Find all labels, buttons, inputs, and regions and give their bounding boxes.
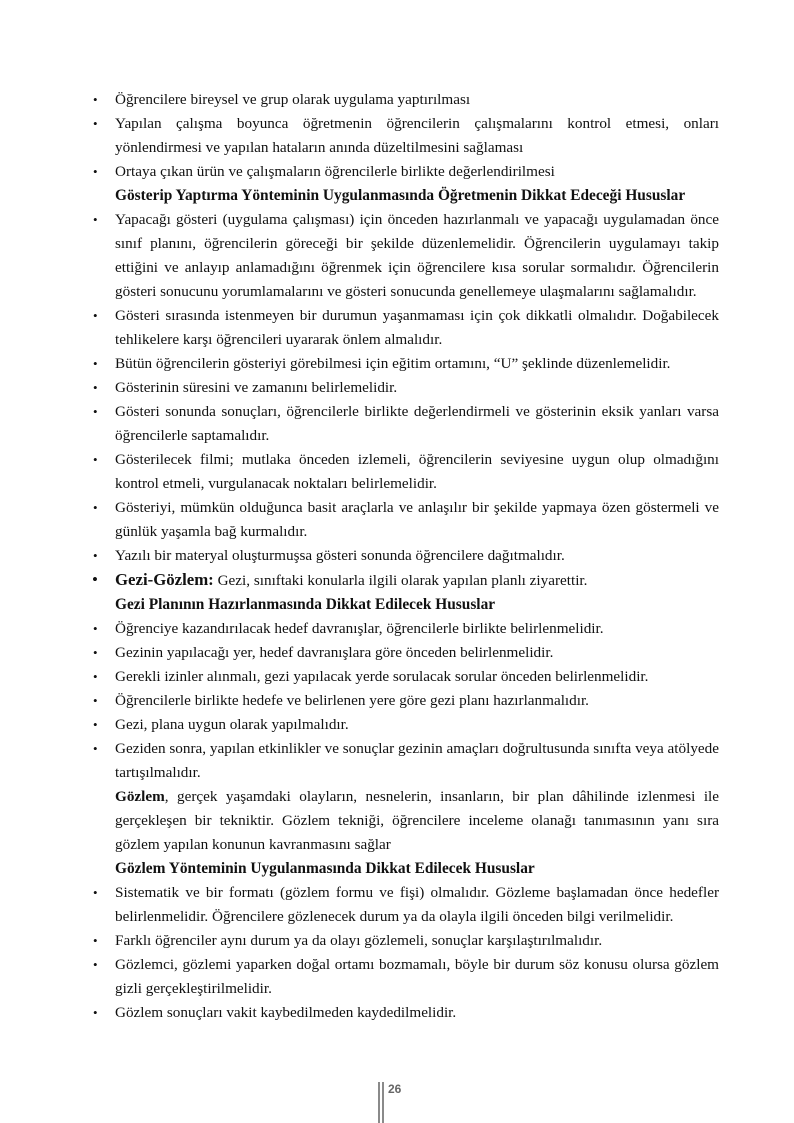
list-item-text: Öğrencilere bireysel ve grup olarak uygulama yaptırılması — [115, 91, 471, 108]
bullet-icon: • — [93, 452, 98, 467]
bullet-icon: • — [93, 621, 98, 636]
list-item-text: Farklı öğrenciler aynı durum ya da olayı gözlemeli, sonuçlar karşılaştırılmalıdır. — [115, 932, 603, 949]
bullet-icon: • — [93, 500, 98, 515]
list-item-text: Gerekli izinler alınmalı, gezi yapılacak yerde sorulacak sorular önceden belirlenmelidir. — [115, 668, 649, 685]
list-item — [90, 641, 719, 665]
list-item — [90, 953, 719, 1001]
list-item-text: Gezi, plana uygun olarak yapılmalıdır. — [115, 716, 349, 733]
bullet-icon: • — [93, 116, 98, 131]
bullet-icon: • — [93, 212, 98, 227]
list-item — [90, 352, 719, 376]
bullet-icon: • — [93, 404, 98, 419]
section-heading-gosterip-yaptirma: Gösterip Yaptırma Yönteminin Uygulanmasında Öğretmenin Dikkat Edeceği Hususlar — [115, 187, 686, 204]
list-item — [90, 737, 719, 785]
list-item — [90, 160, 719, 184]
list-item-text: Öğrencilerle birlikte hedefe ve belirlenen yere göre gezi planı hazırlanmalıdır. — [115, 692, 589, 709]
definition-text: , gerçek yaşamdaki olayların, nesnelerin, insanların, bir plan dâhilinde izlenmesi ile gerçekleşen bir tekniktir. Gözlem tekniği, öğrencilere inceleme olanağı tanımasının yanı sıra gözlem yapılan konunun kavranmasını sağlar — [115, 788, 719, 853]
list-item — [90, 88, 719, 112]
bullet-icon: • — [93, 957, 98, 972]
list-item-text: Geziden sonra, yapılan etkinlikler ve sonuçlar gezinin amaçları doğrultusunda sınıfta veya atölyede tartışılmalıdır. — [115, 740, 719, 781]
gezi-gozlem-definition — [90, 568, 719, 593]
list-item — [90, 544, 719, 568]
bullet-icon: • — [93, 380, 98, 395]
list-item-text: Ortaya çıkan ürün ve çalışmaların öğrencilerle birlikte değerlendirilmesi — [115, 163, 555, 180]
list-item-text: Gösteriyi, mümkün olduğunca basit araçlarla ve anlaşılır bir şekilde yapmaya özen göstermeli ve günlük yaşamla bağ kurmalıdır. — [115, 499, 719, 540]
bullet-icon: • — [93, 548, 98, 563]
bullet-icon: • — [93, 92, 98, 107]
list-item-text: Gözlem sonuçları vakit kaybedilmeden kaydedilmelidir. — [115, 1004, 457, 1021]
list-item-text: Gezinin yapılacağı yer, hedef davranışlara göre önceden belirlenmelidir. — [115, 644, 554, 661]
list-item — [90, 713, 719, 737]
list-item — [90, 665, 719, 689]
bullet-icon: • — [93, 1005, 98, 1020]
bullet-icon: • — [93, 741, 98, 756]
bullet-icon: • — [93, 308, 98, 323]
page-content — [90, 88, 719, 1025]
double-bar-divider — [378, 1082, 384, 1123]
bullet-icon: • — [93, 164, 98, 179]
list-item — [90, 881, 719, 929]
list-item — [90, 617, 719, 641]
list-item-text: Sistematik ve bir formatı (gözlem formu ve fişi) olmalıdır. Gözleme başlamadan önce hedefler belirlenmelidir. Öğrencilere gözlenecek durum ya da olayla ilgili önceden bilgi verilmelidir. — [115, 884, 719, 925]
bullet-icon: • — [93, 885, 98, 900]
list-item — [90, 304, 719, 352]
list-item — [90, 448, 719, 496]
bullet-icon: • — [93, 933, 98, 948]
list-item-text: Gösterinin süresini ve zamanını belirlemelidir. — [115, 379, 398, 396]
definition-text: Gezi, sınıftaki konularla ilgili olarak yapılan planlı ziyarettir. — [213, 572, 588, 589]
list-item — [90, 376, 719, 400]
term-gozlem: Gözlem — [115, 788, 165, 805]
bullet-icon: • — [93, 693, 98, 708]
list-item — [90, 1001, 719, 1025]
bullet-icon: • — [93, 669, 98, 684]
page-footer — [378, 1082, 438, 1123]
list-item — [90, 929, 719, 953]
bullet-icon: • — [93, 645, 98, 660]
list-item — [90, 400, 719, 448]
bullet-icon: • — [93, 717, 98, 732]
section-heading-gozlem-yontemi: Gözlem Yönteminin Uygulanmasında Dikkat Edilecek Hususlar — [115, 860, 535, 877]
list-item-text: Bütün öğrencilerin gösteriyi görebilmesi için eğitim ortamını, “U” şeklinde düzenlemelidir. — [115, 355, 671, 372]
list-item-text: Gösteri sonunda sonuçları, öğrencilerle birlikte değerlendirmeli ve gösterinin eksik yanları varsa öğrencilerle saptamalıdır. — [115, 403, 719, 444]
list-item-text: Yapılan çalışma boyunca öğretmenin öğrencilerin çalışmalarını kontrol etmesi, onları yönlendirmesi ve yapılan hataların anında düzeltilmesini sağlaması — [115, 115, 719, 156]
bullet-icon: • — [93, 356, 98, 371]
section-heading-gezi-plani: Gezi Planının Hazırlanmasında Dikkat Edilecek Hususlar — [115, 596, 496, 613]
gozlem-definition — [90, 785, 719, 857]
list-item — [90, 496, 719, 544]
list-item-text: Yazılı bir materyal oluşturmuşsa gösteri sonunda öğrencilere dağıtmalıdır. — [115, 547, 565, 564]
term-gezi-gozlem: Gezi-Gözlem: — [115, 570, 214, 589]
list-item-text: Gözlemci, gözlemi yaparken doğal ortamı bozmamalı, böyle bir durum söz konusu olursa gözlem gizli gerçekleştirilmelidir. — [115, 956, 719, 997]
list-item-text: Gösteri sırasında istenmeyen bir durumun yaşanmaması için çok dikkatli olmalıdır. Doğabilecek tehlikelere karşı öğrencileri uyararak önlem almalıdır. — [115, 307, 719, 348]
list-item — [90, 208, 719, 304]
list-item-text: Öğrenciye kazandırılacak hedef davranışlar, öğrencilerle birlikte belirlenmelidir. — [115, 620, 604, 637]
list-item — [90, 112, 719, 160]
list-item-text: Yapacağı gösteri (uygulama çalışması) için önceden hazırlanmalı ve yapacağı uygulamadan önce sınıf planını, öğrencilerin göreceği bir şekilde düzenlemelidir. Öğrencilerin uygulamayı takip ettiğini ve anlayıp anlamadığını öğrenmek için öğrencilere kısa sorular sormalıdır. Öğrencilerin gösteri sonucunu yorumlamalarını ve gösteri sonucunda genellemeye ulaşmalarını sağlamalıdır. — [115, 211, 719, 300]
bullet-icon: • — [92, 570, 98, 589]
list-item-text: Gösterilecek filmi; mutlaka önceden izlemeli, öğrencilerin seviyesine uygun olup olmadığını kontrol etmeli, vurgulanacak noktaları belirlemelidir. — [115, 451, 719, 492]
page-number: 26 — [388, 1082, 402, 1096]
list-item — [90, 689, 719, 713]
